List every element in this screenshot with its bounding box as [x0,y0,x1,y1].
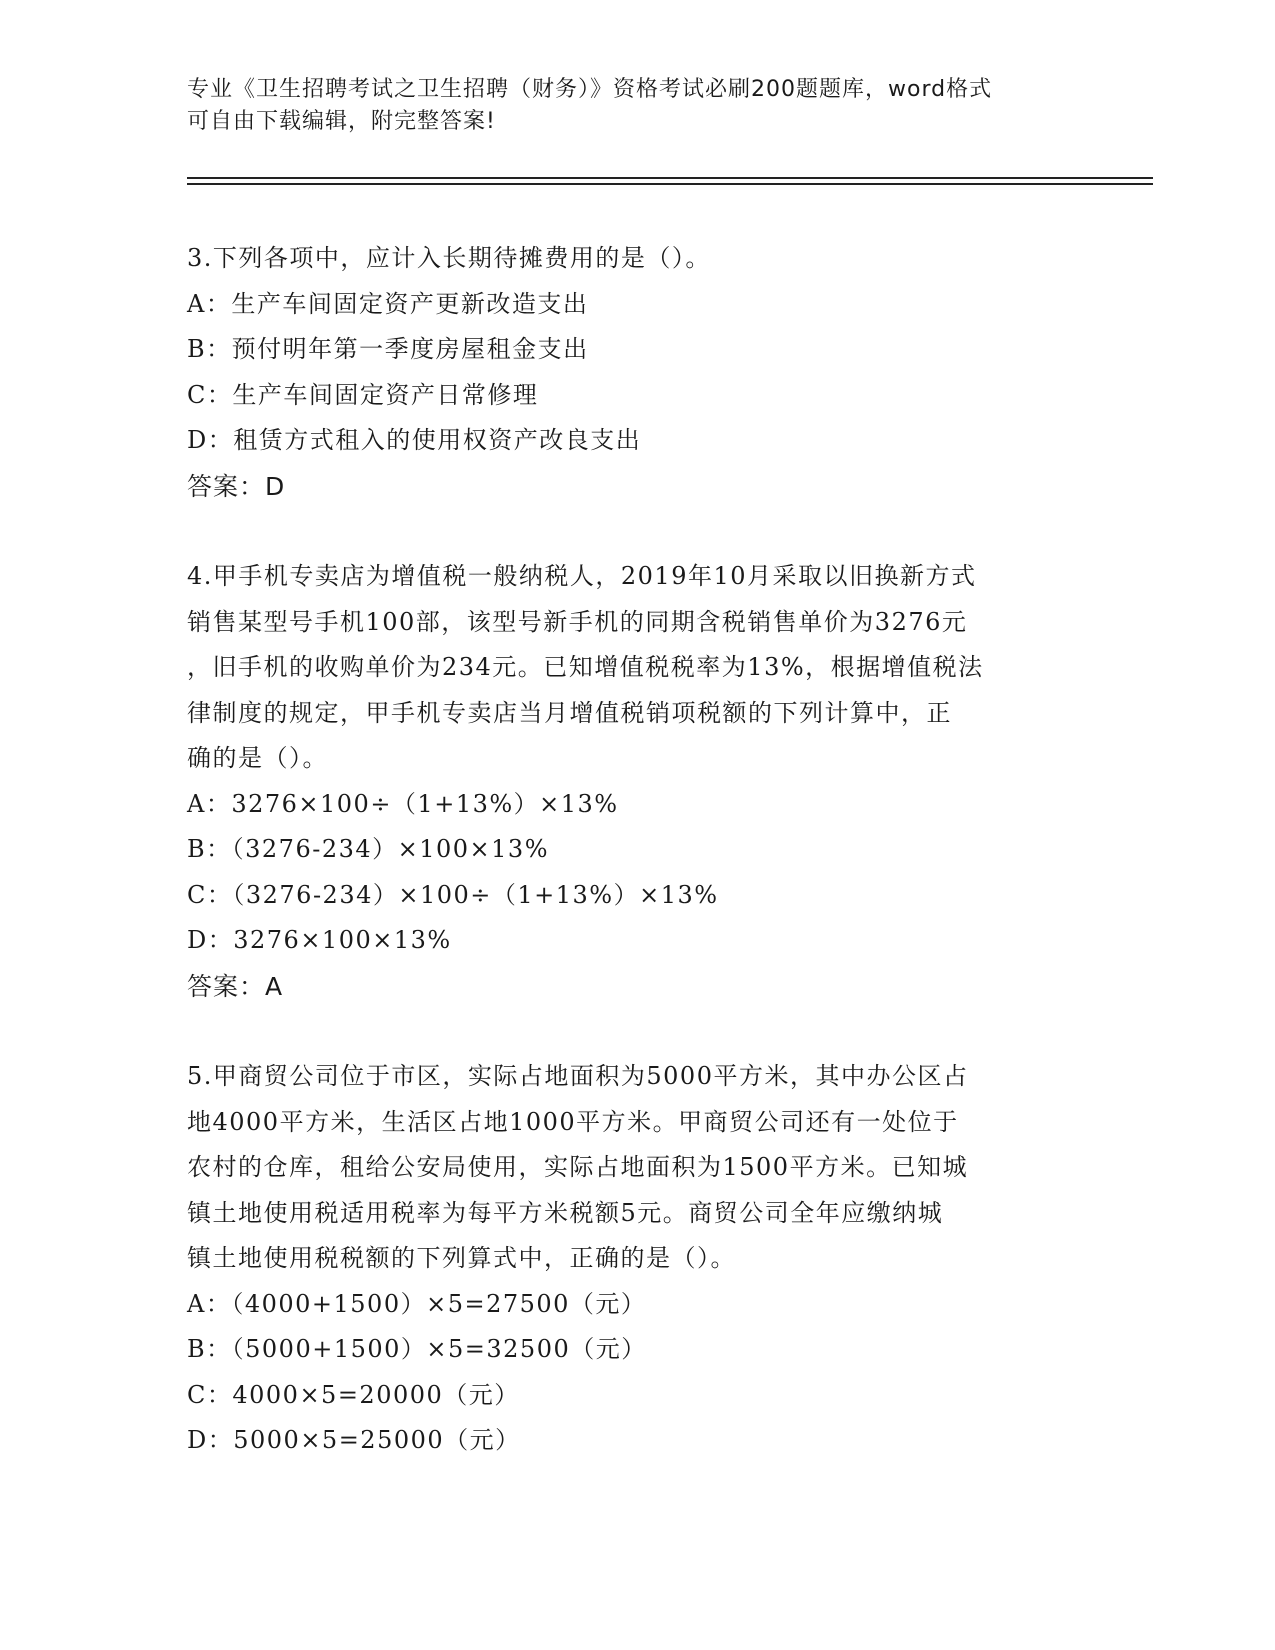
question-5-stem-line-2: 地4000平方米，生活区占地1000平方米。甲商贸公司还有一处位于 [187,1107,959,1136]
question-3-option-b: B：预付明年第一季度房屋租金支出 [187,335,589,363]
spacer [187,509,1087,554]
question-4-stem-line-3: ，旧手机的收购单价为234元。已知增值税税率为13%，根据增值税法 [187,653,984,681]
question-3-option-d: D：租赁方式租入的使用权资产改良支出 [187,426,642,454]
question-5 [187,1054,1087,1464]
question-4-option-c: C：（3276-234）×100÷（1+13%）×13% [187,880,719,909]
question-4-stem-line-5: 确的是（）。 [187,744,328,772]
question-3-answer: 答案：D [187,471,286,501]
question-3-option-a: A：生产车间固定资产更新改造支出 [187,289,589,318]
header-divider-top [187,177,1153,179]
question-4-option-b: B：（3276-234）×100×13% [187,835,550,863]
question-4 [187,554,1087,1009]
question-4-option-a: A：3276×100÷（1+13%）×13% [187,789,619,818]
question-4-stem-line-2: 销售某型号手机100部，该型号新手机的同期含税销售单价为3276元 [187,607,968,636]
question-5-option-a: A：（4000+1500）×5=27500（元） [187,1289,647,1318]
question-3-stem: 3.下列各项中，应计入长期待摊费用的是（）。 [187,244,711,272]
question-4-stem-line-1: 4.甲手机专卖店为增值税一般纳税人，2019年10月采取以旧换新方式 [187,562,977,590]
question-5-option-d: D：5000×5=25000（元） [187,1426,521,1454]
header-title-line-2: 可自由下载编辑，附完整答案! [187,109,496,134]
question-list [187,236,1087,1464]
question-4-answer: 答案：A [187,971,284,1001]
question-5-stem-line-3: 农村的仓库，租给公安局使用，实际占地面积为1500平方米。已知城 [187,1153,969,1181]
question-5-stem-line-5: 镇土地使用税税额的下列算式中，正确的是（）。 [187,1244,736,1272]
question-5-stem-line-1: 5.甲商贸公司位于市区，实际占地面积为5000平方米，其中办公区占 [187,1062,969,1090]
question-5-option-c: C：4000×5=20000（元） [187,1380,520,1409]
question-4-stem-line-4: 律制度的规定，甲手机专卖店当月增值税销项税额的下列计算中，正 [187,698,952,727]
header-title-line-1: 专业《卫生招聘考试之卫生招聘（财务）》资格考试必刷200题题库，word格式 [187,77,993,102]
question-3 [187,236,1087,509]
document-header [187,74,1087,138]
question-4-option-d: D：3276×100×13% [187,926,452,954]
question-3-option-c: C：生产车间固定资产日常修理 [187,380,539,409]
header-divider-bottom [187,183,1153,185]
spacer [187,1009,1087,1054]
question-5-stem-line-4: 镇土地使用税适用税率为每平方米税额5元。商贸公司全年应缴纳城 [187,1198,944,1227]
question-5-option-b: B：（5000+1500）×5=32500（元） [187,1335,647,1363]
